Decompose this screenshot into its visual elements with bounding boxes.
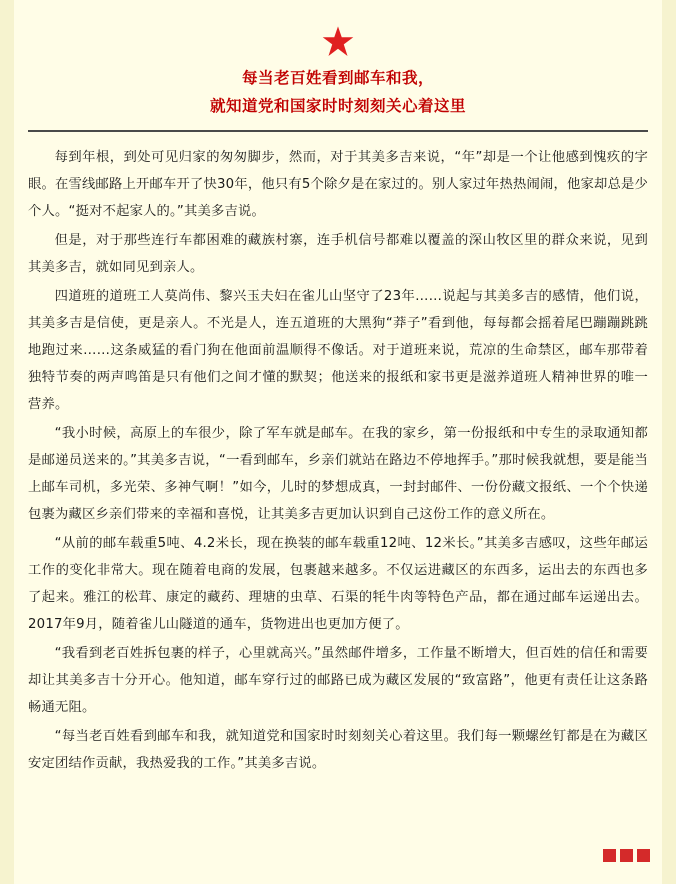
- page-title-line1: 每当老百姓看到邮车和我，: [241, 69, 434, 87]
- paragraph: 每到年根，到处可见归家的匆匆脚步，然而，对于其美多吉来说，“年”却是一个让他感到愧疚的字眼。在雪线邮路上开邮车开了快30年，他只有5个除夕是在家过的。别人家过年热热闹闹，他家却总是少个人。“挺对不起家人的。”其美多吉说。: [28, 150, 648, 219]
- title-divider: [28, 130, 648, 132]
- paragraph: “我看到老百姓拆包裹的样子，心里就高兴。”虽然邮件增多，工作量不断增大，但百姓的信任和需要却让其美多吉十分开心。他知道，邮车穿行过的邮路已成为藏区发展的“致富路”，他更有责任让这条路畅通无阻。: [28, 646, 648, 715]
- left-margin-strip: [0, 0, 14, 884]
- footer-decoration: [603, 849, 650, 862]
- document-content: [28, 0, 648, 777]
- paragraph: “每当老百姓看到邮车和我，就知道党和国家时时刻刻关心着这里。我们每一颗螺丝钉都是在为藏区安定团结作贡献，我热爱我的工作。”其美多吉说。: [28, 729, 648, 771]
- footer-square-icon: [603, 849, 616, 862]
- paragraph: 四道班的道班工人莫尚伟、黎兴玉夫妇在雀儿山坚守了23年……说起与其美多吉的感情，他们说，其美多吉是信使，更是亲人。不光是人，连五道班的大黑狗“莽子”看到他，每每都会摇着尾巴蹦蹦跳跳地跑过来……这条威猛的看门狗在他面前温顺得不像话。对于道班来说，荒凉的生命禁区，邮车那带着独特节奏的两声鸣笛是只有他们之间才懂的默契；他送来的报纸和家书更是滋养道班人精神世界的唯一营养。: [28, 289, 648, 412]
- footer-square-icon: [620, 849, 633, 862]
- paragraph: “从前的邮车载重5吨、4.2米长，现在换装的邮车载重12吨、12米长。”其美多吉感叹，这些年邮运工作的变化非常大。现在随着电商的发展，包裹越来越多。不仅运进藏区的东西多，运出去的东西也多了起来。雅江的松茸、康定的藏药、理塘的虫草、石渠的牦牛肉等特色产品，都在通过邮车运递出去。2017年9月，随着雀儿山隧道的通车，货物进出也更加方便了。: [28, 536, 648, 632]
- footer-square-icon: [637, 849, 650, 862]
- star-container: [28, 18, 648, 64]
- paragraph: 但是，对于那些连行车都困难的藏族村寨，连手机信号都难以覆盖的深山牧区里的群众来说，见到其美多吉，就如同见到亲人。: [28, 233, 648, 275]
- article-body: [28, 144, 648, 777]
- page-title-line2: 就知道党和国家时时刻刻关心着这里: [209, 97, 466, 115]
- red-star-icon: [321, 25, 355, 59]
- paragraph: “我小时候，高原上的车很少，除了军车就是邮车。在我的家乡，第一份报纸和中专生的录取通知都是邮递员送来的。”其美多吉说，“一看到邮车，乡亲们就站在路边不停地挥手。”那时候我就想，要是能当上邮车司机，多光荣、多神气啊！”如今，儿时的梦想成真，一封封邮件、一份份藏文报纸、一个个快递包裹为藏区乡亲们带来的幸福和喜悦，让其美多吉更加认识到自己这份工作的意义所在。: [28, 426, 648, 522]
- right-margin-strip: [662, 0, 676, 884]
